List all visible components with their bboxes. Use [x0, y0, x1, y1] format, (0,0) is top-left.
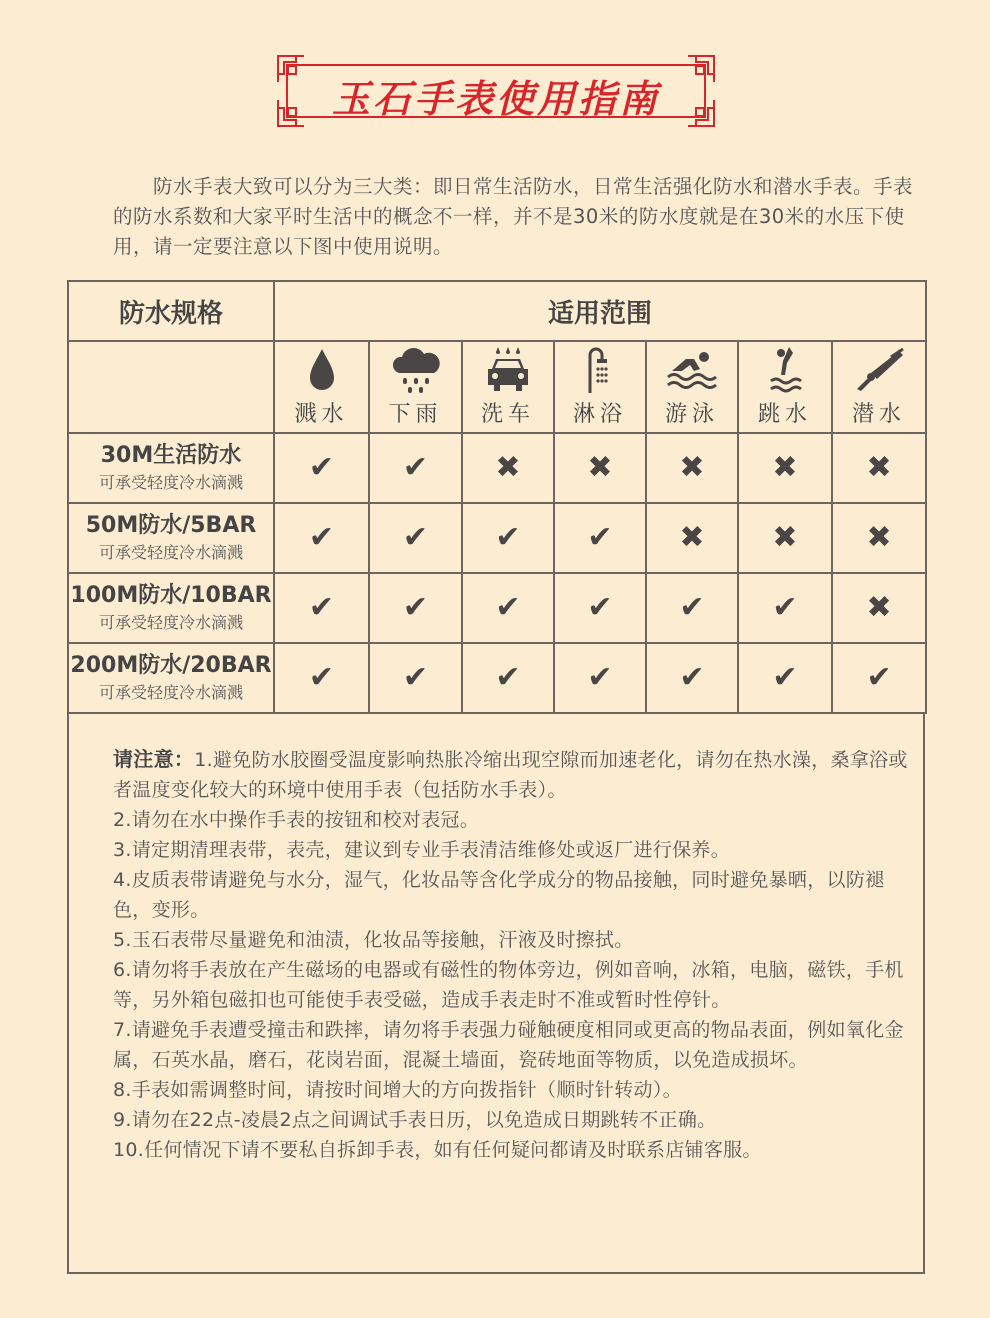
mark-cell: [554, 573, 646, 643]
check-icon: ✔: [308, 660, 335, 695]
table-row: [68, 503, 926, 573]
check-icon: ✔: [866, 660, 892, 695]
swimming-icon: [664, 345, 720, 395]
activity-swim: [646, 341, 738, 433]
spec-cell: [68, 573, 274, 643]
mark-cell: [738, 573, 832, 643]
note-item: 9.请勿在22点-凌晨2点之间调试手表日历，以免造成日期跳转不正确。: [113, 1109, 717, 1131]
spec-cell: [68, 643, 274, 713]
note-item: 3.请定期清理表带，表壳，建议到专业手表清洁维修处或返厂进行保养。: [113, 839, 731, 861]
spec-name: 30M生活防水: [100, 443, 242, 468]
waterproof-table: [67, 280, 927, 714]
activity-label: 溅水: [294, 402, 349, 427]
activity-scuba: [832, 341, 926, 433]
mark-cell: [832, 503, 926, 573]
header-spec: 防水规格: [68, 281, 274, 341]
activity-carwash: [462, 341, 554, 433]
cross-icon: ✖: [679, 520, 705, 555]
mark-cell: [274, 573, 369, 643]
note-item: 4.皮质表带请避免与水分，湿气，化妆品等含化学成分的物品接触，同时避免暴晒，以防褪色，变形。: [113, 869, 885, 921]
mark-cell: [462, 503, 554, 573]
note-item: 5.玉石表带尽量避免和油渍，化妆品等接触，汗液及时擦拭。: [113, 929, 634, 951]
cross-icon: ✖: [772, 520, 798, 555]
activity-label: 潜水: [852, 402, 907, 427]
check-icon: ✔: [308, 520, 335, 555]
spec-note: 可承受轻度冷水滴溅: [98, 543, 243, 562]
spec-name: 50M防水/5BAR: [85, 513, 257, 538]
header-scope: 适用范围: [274, 281, 926, 341]
check-icon: ✔: [772, 590, 798, 625]
activity-label: 游泳: [664, 402, 719, 427]
title-banner: [276, 54, 716, 128]
cross-icon: ✖: [495, 450, 521, 485]
check-icon: ✔: [587, 590, 613, 625]
cross-icon: ✖: [772, 450, 798, 485]
note-item: 2.请勿在水中操作手表的按钮和校对表冠。: [113, 809, 480, 831]
check-icon: ✔: [495, 520, 521, 555]
note-item: 8.手表如需调整时间，请按时间增大的方向拨指针（顺时针转动）。: [113, 1079, 682, 1101]
notes-lead: 请注意：: [113, 747, 195, 771]
mark-cell: [832, 433, 926, 503]
spec-cell: [68, 433, 274, 503]
check-icon: ✔: [402, 450, 429, 485]
mark-cell: [554, 643, 646, 713]
activity-rain: [369, 341, 462, 433]
spec-note: 可承受轻度冷水滴溅: [98, 613, 243, 632]
spec-note: 可承受轻度冷水滴溅: [98, 683, 243, 702]
mark-cell: [369, 643, 462, 713]
cross-icon: ✖: [866, 590, 892, 625]
mark-cell: [462, 643, 554, 713]
spec-name: 100M防水/10BAR: [70, 583, 272, 608]
cross-icon: ✖: [866, 520, 892, 555]
diving-icon: [757, 345, 813, 395]
shower-icon: [572, 345, 628, 395]
mark-cell: [738, 503, 832, 573]
empty-cell: [68, 341, 274, 433]
activity-label: 洗车: [480, 402, 535, 427]
mark-cell: [274, 503, 369, 573]
cross-icon: ✖: [679, 450, 705, 485]
mark-cell: [646, 643, 738, 713]
mark-cell: [646, 433, 738, 503]
note-item: 10.任何情况下请不要私自拆卸手表，如有任何疑问都请及时联系店铺客服。: [113, 1139, 762, 1161]
cross-icon: ✖: [587, 450, 613, 485]
activity-shower: [554, 341, 646, 433]
mark-cell: [369, 433, 462, 503]
activity-row: [68, 341, 926, 433]
note-item: 6.请勿将手表放在产生磁场的电器或有磁性的物体旁边，例如音响，冰箱，电脑，磁铁，手机等，另外箱包磁扣也可能使手表受磁，造成手表走时不准或暂时性停针。: [113, 959, 904, 1011]
check-icon: ✔: [587, 660, 613, 695]
check-icon: ✔: [495, 660, 521, 695]
check-icon: ✔: [679, 660, 705, 695]
note-text: 1.避免防水胶圈受温度影响热胀冷缩出现空隙而加速老化，请勿在热水澡，桑拿浴或者温度变化较大的环境中使用手表（包括防水手表）。: [113, 749, 908, 801]
mark-cell: [274, 643, 369, 713]
table-row: [68, 643, 926, 713]
check-icon: ✔: [495, 590, 521, 625]
water-drop-icon: [294, 345, 350, 395]
table-header-row: [68, 281, 926, 341]
mark-cell: [646, 503, 738, 573]
spec-cell: [68, 503, 274, 573]
spec-note: 可承受轻度冷水滴溅: [98, 473, 243, 492]
mark-cell: [462, 433, 554, 503]
mark-cell: [462, 573, 554, 643]
mark-cell: [738, 433, 832, 503]
mark-cell: [832, 573, 926, 643]
table-body: [68, 433, 926, 713]
intro-paragraph: 防水手表大致可以分为三大类：即日常生活防水，日常生活强化防水和潜水手表。手表的防水系数和大家平时生活中的概念不一样，并不是30米的防水度就是在30米的水压下使用，请一定要注意以下图中使用说明。: [113, 175, 914, 258]
activity-label: 下雨: [388, 402, 443, 427]
check-icon: ✔: [402, 520, 429, 555]
check-icon: ✔: [679, 590, 705, 625]
mark-cell: [369, 573, 462, 643]
notes-content: [113, 744, 913, 1165]
page-title: 玉石手表使用指南: [331, 77, 660, 121]
mark-cell: [369, 503, 462, 573]
rain-cloud-icon: [388, 345, 444, 395]
table-row: [68, 573, 926, 643]
check-icon: ✔: [308, 590, 335, 625]
mark-cell: [554, 503, 646, 573]
table-row: [68, 433, 926, 503]
check-icon: ✔: [772, 660, 798, 695]
notes-box: [67, 714, 925, 1274]
note-item: [113, 744, 913, 805]
check-icon: ✔: [308, 450, 335, 485]
mark-cell: [738, 643, 832, 713]
activity-splash: [274, 341, 369, 433]
car-wash-icon: [480, 345, 536, 395]
mark-cell: [274, 433, 369, 503]
activity-label: 跳水: [757, 402, 812, 427]
activity-label: 淋浴: [572, 402, 627, 427]
activity-dive: [738, 341, 832, 433]
spec-name: 200M防水/20BAR: [70, 653, 272, 678]
scuba-diving-icon: [851, 345, 907, 395]
mark-cell: [646, 573, 738, 643]
note-item: 7.请避免手表遭受撞击和跌摔，请勿将手表强力碰触硬度相同或更高的物品表面，例如氧化金属，石英水晶，磨石，花岗岩面，混凝土墙面，瓷砖地面等物质，以免造成损坏。: [113, 1019, 904, 1071]
check-icon: ✔: [587, 520, 613, 555]
mark-cell: [832, 643, 926, 713]
mark-cell: [554, 433, 646, 503]
check-icon: ✔: [402, 590, 429, 625]
check-icon: ✔: [402, 660, 429, 695]
cross-icon: ✖: [866, 450, 892, 485]
